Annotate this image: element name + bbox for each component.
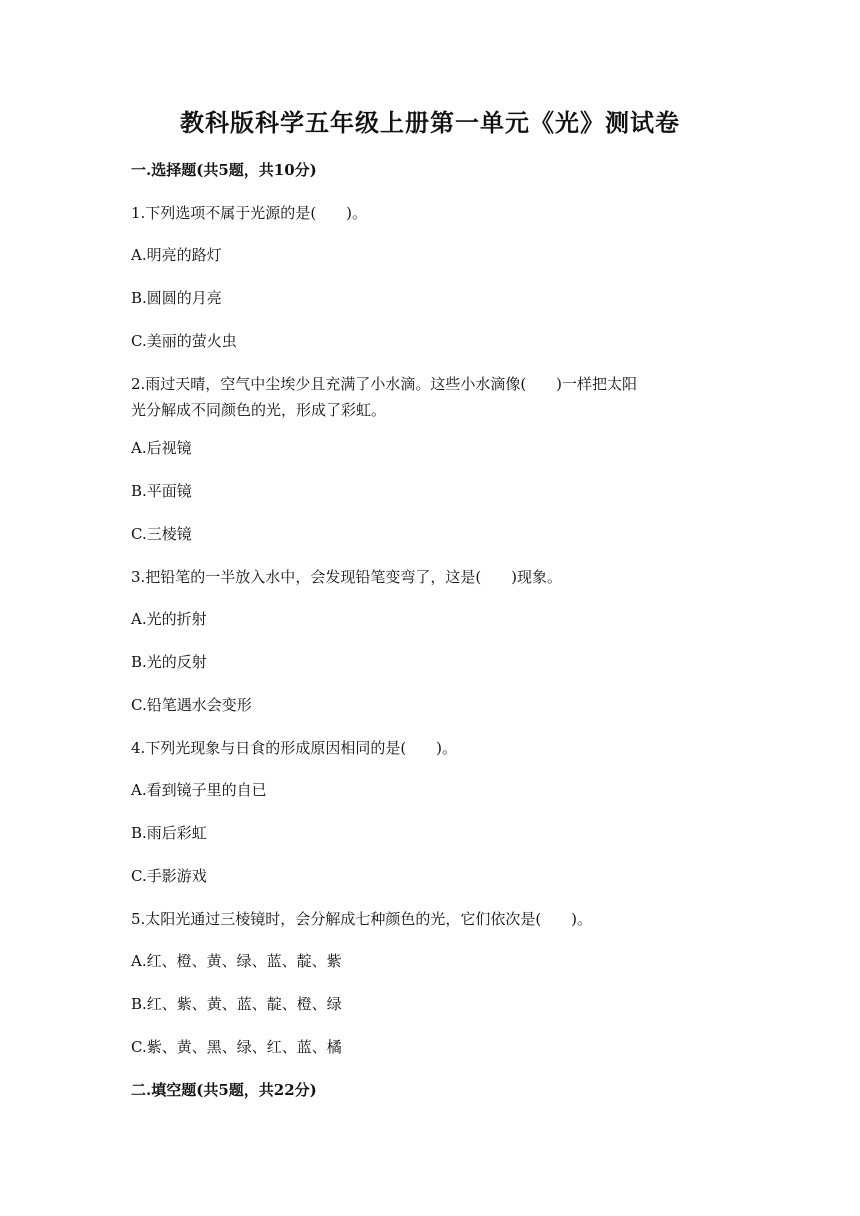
question-4-option-a: A.看到镜子里的自已 (131, 781, 267, 799)
question-4-option-b: B.雨后彩虹 (131, 824, 207, 842)
question-3-option-b: B.光的反射 (131, 653, 207, 671)
question-2-stem-line2: 光分解成不同颜色的光，形成了彩虹。 (131, 401, 387, 419)
question-3-option-c: C.铅笔遇水会变形 (131, 696, 252, 714)
question-2-option-c: C.三棱镜 (131, 525, 192, 543)
question-1-stem: 1.下列选项不属于光源的是( )。 (131, 204, 368, 222)
question-5-option-c: C.紫、黄、黑、绿、红、蓝、橘 (131, 1038, 342, 1056)
question-1-option-b: B.圆圆的月亮 (131, 289, 222, 307)
question-2-stem-line1: 2.雨过天晴，空气中尘埃少且充满了小水滴。这些小水滴像( )一样把太阳 (131, 375, 638, 393)
question-3-option-a: A.光的折射 (131, 610, 207, 628)
question-1-option-a: A.明亮的路灯 (131, 246, 222, 264)
question-4-option-c: C.手影游戏 (131, 867, 207, 885)
page-title: 教科版科学五年级上册第一单元《光》测试卷 (180, 108, 680, 137)
question-5-option-a: A.红、橙、黄、绿、蓝、靛、紫 (131, 952, 342, 970)
section-heading-choice: 一.选择题(共5题，共10分) (131, 161, 317, 179)
question-2-option-a: A.后视镜 (131, 439, 192, 457)
question-1-option-c: C.美丽的萤火虫 (131, 332, 237, 350)
question-2-option-b: B.平面镜 (131, 482, 192, 500)
question-5-option-b: B.红、紫、黄、蓝、靛、橙、绿 (131, 995, 342, 1013)
question-5-stem: 5.太阳光通过三棱镜时，会分解成七种颜色的光，它们依次是( )。 (131, 910, 593, 928)
question-4-stem: 4.下列光现象与日食的形成原因相同的是( )。 (131, 739, 458, 757)
question-3-stem: 3.把铅笔的一半放入水中，会发现铅笔变弯了，这是( )现象。 (131, 568, 563, 586)
section-heading-fill-in: 二.填空题(共5题，共22分) (131, 1081, 317, 1099)
